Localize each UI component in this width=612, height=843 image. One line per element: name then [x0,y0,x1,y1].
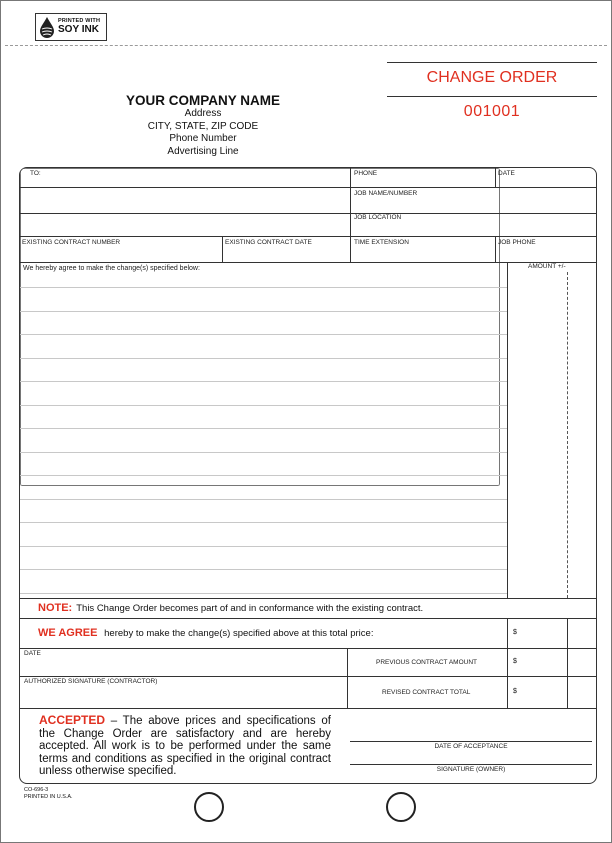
existing-contract-date-label: EXISTING CONTRACT DATE [225,239,312,246]
row-divider [20,236,596,237]
row-divider [20,187,596,188]
column-divider [350,168,351,262]
cents-dashed-divider [567,272,568,598]
ruled-line [20,358,507,359]
ruled-line [20,405,507,406]
company-phone: Phone Number [169,133,237,144]
contractor-date-input[interactable] [24,659,344,673]
total-price-input[interactable] [522,624,564,644]
document-title: CHANGE ORDER [426,69,558,86]
date-label-2: DATE [24,650,41,657]
row-divider [20,618,596,619]
ruled-line [20,452,507,453]
form-code: CO-696-3 [24,787,49,793]
revised-total-dollar-sign: $ [513,688,517,695]
owner-signature-label: SIGNATURE (OWNER) [436,766,506,773]
job-location-label: JOB LOCATION [354,214,402,221]
amount-header: AMOUNT +/- [528,263,566,270]
row-divider [20,708,596,709]
accepted-label: ACCEPTED [39,713,106,727]
existing-contract-number-label: EXISTING CONTRACT NUMBER [22,239,121,246]
phone-input[interactable] [354,177,489,187]
ruled-line [20,287,507,288]
ruled-line [20,311,507,312]
job-name-label: JOB NAME/NUMBER [354,190,418,197]
row-divider [20,213,596,214]
row-divider [20,598,596,599]
ruled-line [20,593,507,594]
logo-line-2: SOY INK [58,23,99,35]
to-address-line-2-input[interactable] [24,216,346,234]
column-divider [495,236,496,262]
job-name-input[interactable] [354,199,594,211]
column-divider [222,236,223,262]
column-divider [507,618,508,648]
ruled-line [20,475,507,476]
job-phone-input[interactable] [498,248,593,260]
binding-hole-left [194,792,224,822]
previous-amount-dollar-sign: $ [513,658,517,665]
soy-ink-drop-icon [38,16,56,38]
ruled-line [20,428,507,429]
note-label: NOTE: [38,602,73,614]
company-name: YOUR COMPANY NAME [125,93,280,108]
amount-column-divider [507,262,508,598]
document-number: 001001 [463,103,521,120]
perforation-line [5,45,607,46]
time-extension-input[interactable] [354,248,492,260]
row-divider [20,648,596,649]
ruled-line [20,522,507,523]
company-address: Address [184,108,222,119]
form-grid [19,167,597,784]
note-text: This Change Order becomes part of and in conformance with the existing contract. [76,603,424,614]
logo-line-1: PRINTED WITH [58,18,101,25]
title-rule-bottom [387,96,597,97]
contractor-signature-input[interactable] [24,687,344,705]
owner-signature-input[interactable] [350,746,590,764]
job-phone-label: JOB PHONE [498,239,536,246]
previous-contract-amount-label: PREVIOUS CONTRACT AMOUNT [376,659,478,666]
company-advertising-line: Advertising Line [167,145,239,157]
column-divider [507,648,508,708]
previous-contract-amount-input[interactable] [522,652,564,672]
column-divider [567,618,568,708]
row-divider [20,676,596,677]
column-divider [495,168,496,187]
column-divider [347,648,348,708]
we-agree-line [38,627,373,639]
job-location-input[interactable] [354,223,594,235]
ruled-line [20,381,507,382]
title-rule-top [387,62,597,63]
company-city-state-zip: CITY, STATE, ZIP CODE [147,120,259,132]
total-price-dollar-sign: $ [513,629,517,636]
ruled-line [20,546,507,547]
phone-label: PHONE [354,170,378,177]
we-agree-text: hereby to make the change(s) specified above at this total price: [104,628,374,639]
we-agree-label: WE AGREE [38,627,98,639]
soy-ink-logo [35,13,107,41]
date-label: DATE [498,170,515,177]
owner-signature-rule [350,764,592,765]
to-input[interactable] [50,171,340,185]
note-line [38,602,423,614]
contractor-signature-label: AUTHORIZED SIGNATURE (CONTRACTOR) [24,678,158,685]
revised-contract-total-label: REVISED CONTRACT TOTAL [382,689,471,696]
changes-intro: We hereby agree to make the change(s) specified below: [23,265,200,272]
ruled-line [20,569,507,570]
company-info [103,93,303,158]
printed-in-usa: PRINTED IN U.S.A. [24,794,73,800]
date-of-acceptance-input[interactable] [350,722,590,740]
ruled-line [20,499,507,500]
accepted-text: – The above prices and specifications of the Change Order are satisfactory and are hereby accepted. All work is to be performed under the same terms and conditions as specified in the original contract unless otherwise specified. [39,715,331,777]
to-label: TO: [30,170,41,177]
date-input[interactable] [498,177,593,187]
row-divider [20,262,596,263]
revised-contract-total-input[interactable] [522,681,564,703]
existing-contract-date-input[interactable] [225,248,347,260]
ruled-line [20,334,507,335]
acceptance-date-rule [350,741,592,742]
existing-contract-number-input[interactable] [24,248,218,260]
date-of-acceptance-label: DATE OF ACCEPTANCE [434,743,508,750]
accepted-paragraph [39,714,331,778]
to-address-line-1-input[interactable] [24,190,346,210]
time-extension-label: TIME EXTENSION [354,239,409,246]
binding-hole-right [386,792,416,822]
